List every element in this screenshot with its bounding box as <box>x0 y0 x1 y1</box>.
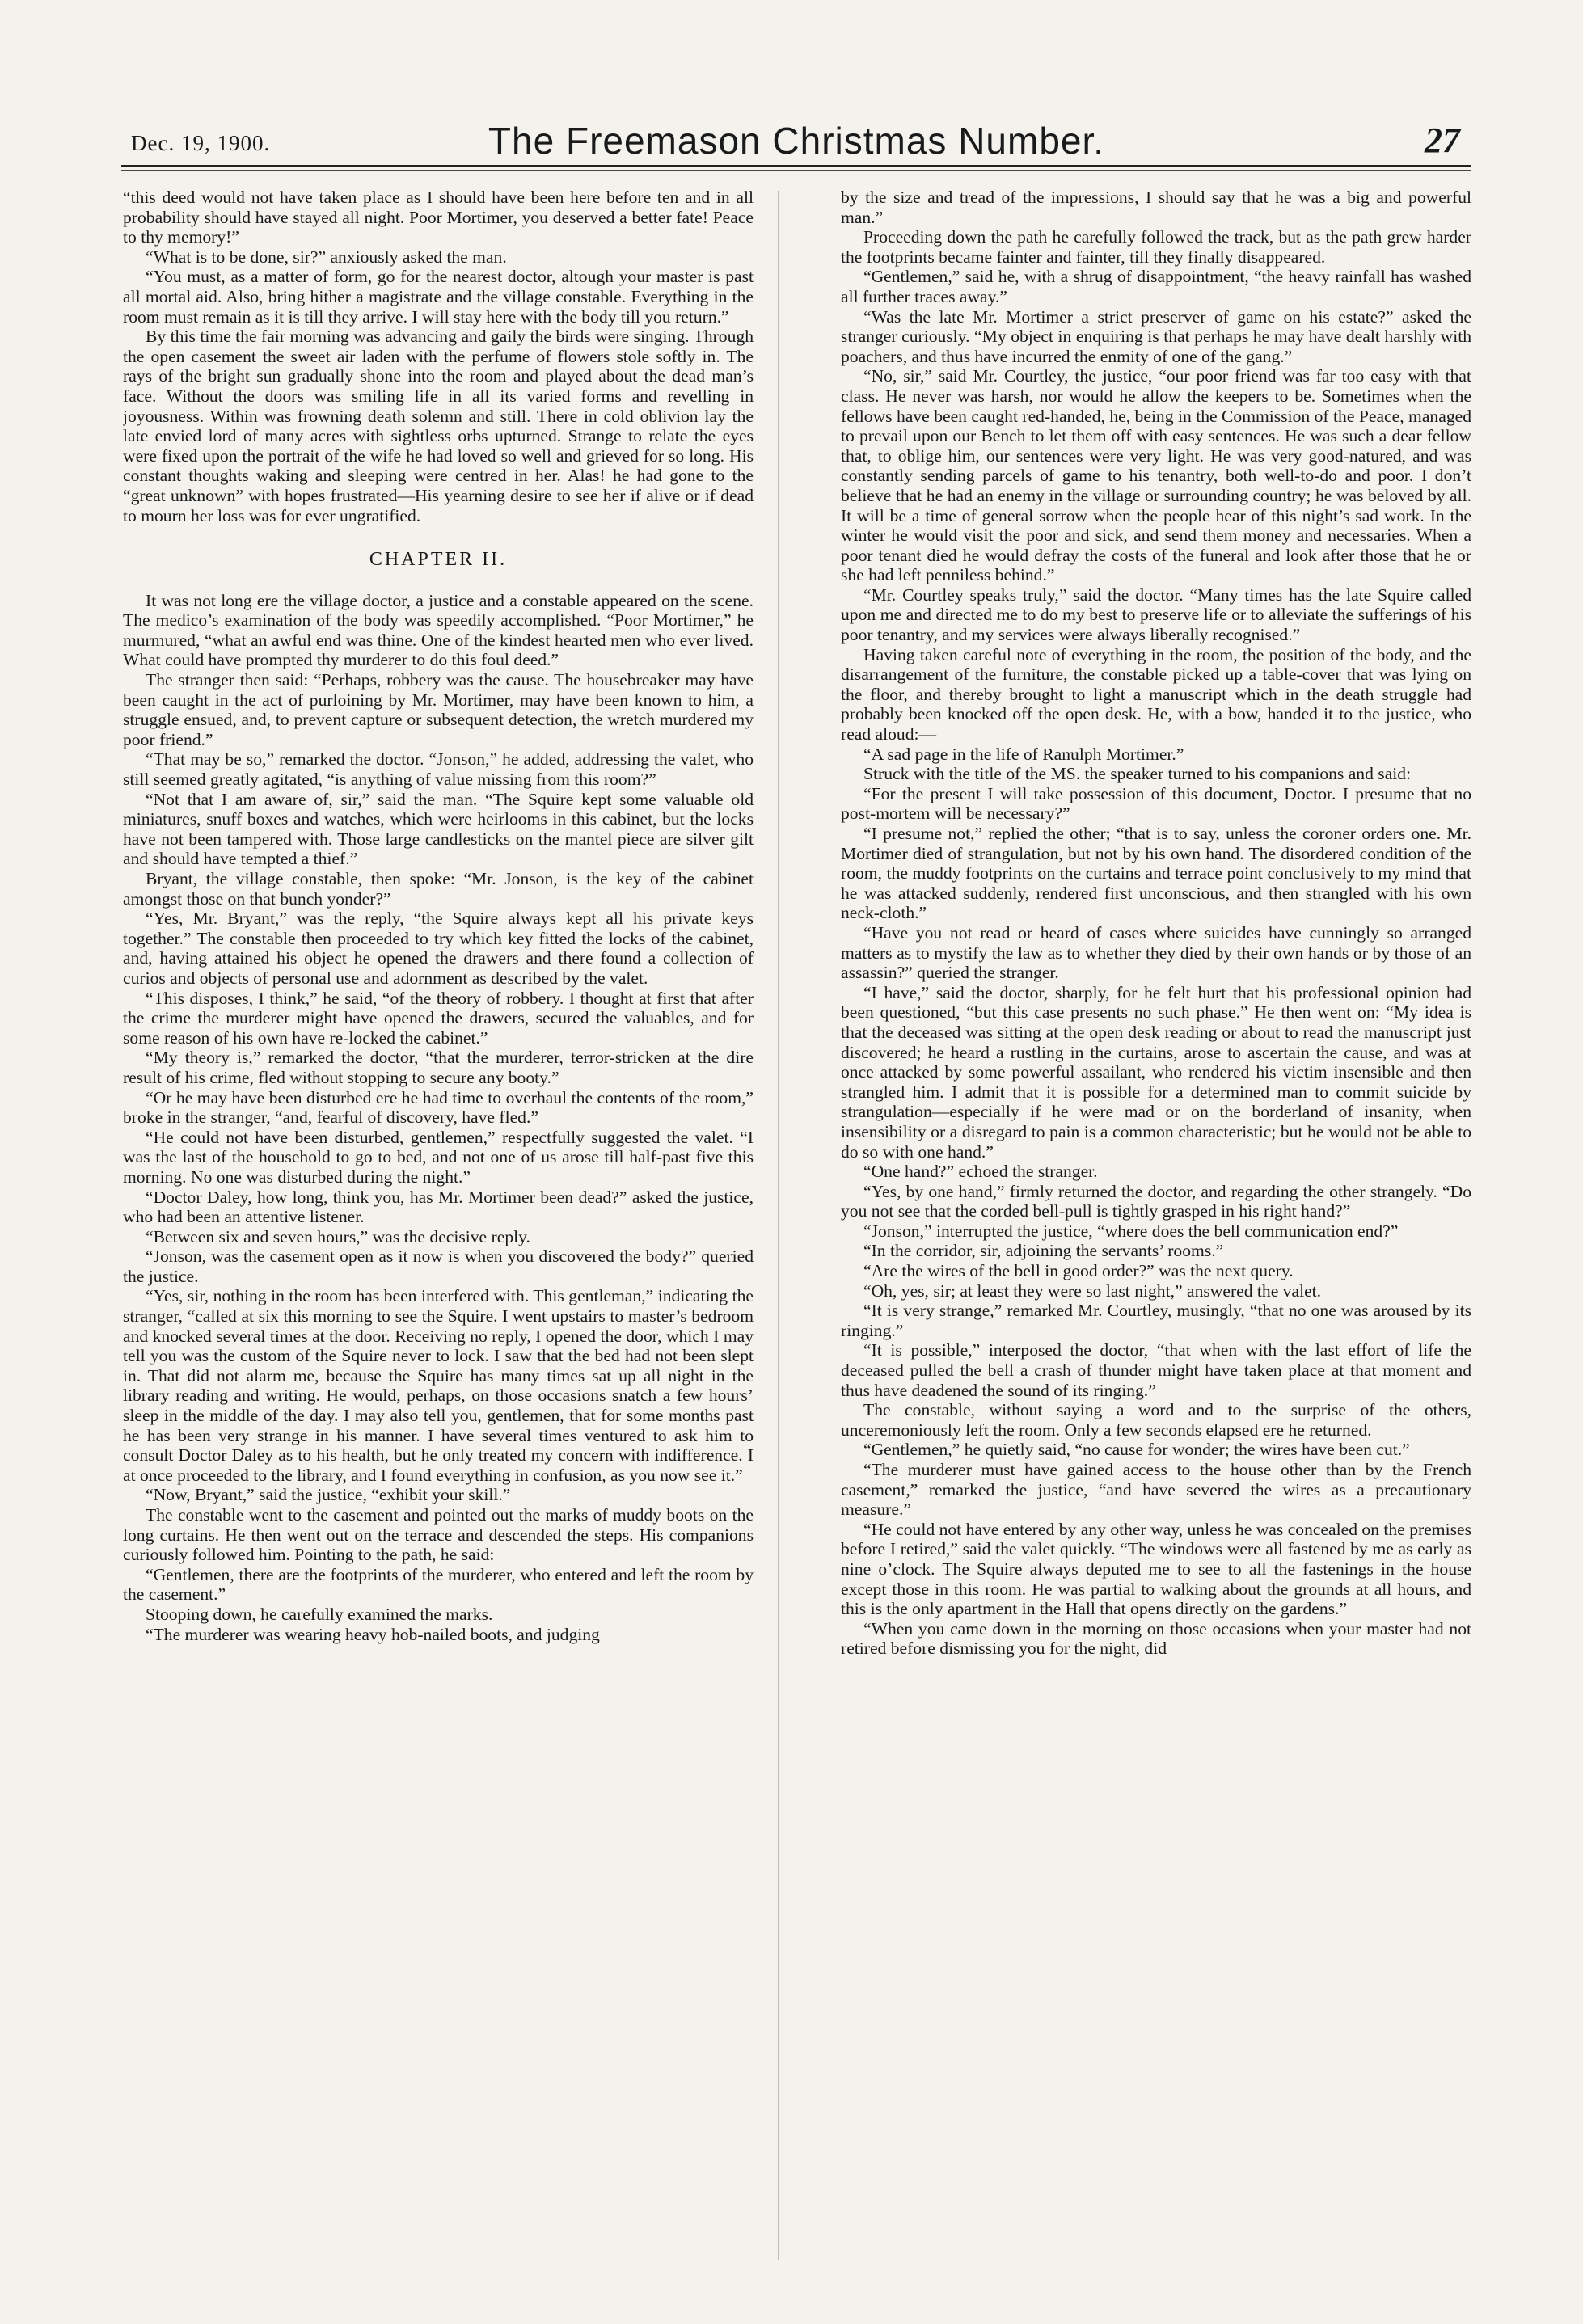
paragraph: “In the corridor, sir, adjoining the servants’ rooms.” <box>863 1241 1224 1261</box>
paragraph: “Yes, Mr. Bryant,” was the reply, “the Squire always kept all his private keys together.” The constable then proceeded to try which key fitted the locks of the cabinet, and, having attained his object he opened the drawers and there found a collection of curios and objects of personal use and adornment as described by the valet. <box>123 909 754 988</box>
paragraph: “What is to be done, sir?” anxiously asked the man. <box>146 247 507 267</box>
paragraph: by the size and tread of the impressions, I should say that he was a big and powerful man.” <box>841 188 1471 227</box>
paragraph: “It is possible,” interposed the doctor, “that when with the last effort of life the deceased pulled the bell a crash of thunder might have taken place at that moment and thus have deadened the sound of its ringing.” <box>841 1340 1471 1400</box>
paragraph: The constable, without saying a word and to the surprise of the others, unceremoniously left the room. Only a few seconds elapsed ere he returned. <box>841 1400 1471 1440</box>
publication-title: The Freemason Christmas Number. <box>488 120 1105 162</box>
paragraph: “Yes, by one hand,” firmly returned the doctor, and regarding the other strangely. “Do you not see that the corded bell-pull is tightly grasped in his right hand?” <box>841 1181 1471 1221</box>
paragraph: “Oh, yes, sir; at least they were so last night,” answered the valet. <box>863 1280 1322 1301</box>
issue-date: Dec. 19, 1900. <box>131 131 271 155</box>
paragraph: Struck with the title of the MS. the speaker turned to his companions and said: <box>863 764 1412 784</box>
paragraph: “Are the wires of the bell in good order?” was the next query. <box>863 1261 1294 1281</box>
paragraph: “Yes, sir, nothing in the room has been interfered with. This gentleman,” indicating the stranger, “called at six this morning to see the Squire. I went upstairs to master’s bedroom and knocked several times at the door. Receiving no reply, I opened the door, which I may tell you was the custom of the Squire never to lock. I saw that the bed had not been slept in. That did not alarm me, because the Squire has many times sat up all night in the library reading and writing. He would, perhaps, on those occasions snatch a few hours’ sleep in the middle of the day. I may also tell you, gentlemen, that for some months past he has been very strange in his manner. I have several times ventured to ask him to consult Doctor Daley as to his health, but he only treated my concern with indifference. I at once proceeded to the library, and I found everything in confusion, as you now see it.” <box>123 1286 754 1485</box>
paragraph: “A sad page in the life of Ranulph Mortimer.” <box>863 744 1184 764</box>
paragraph: “Not that I am aware of, sir,” said the man. “The Squire kept some valuable old miniatures, snuff boxes and watches, which were heirlooms in this cabinet, but the locks have not been tampered with. Those large candlesticks on the mantel piece are silver gilt and should have tempted a thief.” <box>123 789 754 869</box>
paragraph: “this deed would not have taken place as I should have been here before ten and in all probability should have stayed all night. Poor Mortimer, you deserved a better fate! Peace to thy memory!” <box>123 188 754 247</box>
paragraph: Bryant, the village constable, then spoke: “Mr. Jonson, is the key of the cabinet amongst those on that bunch yonder?” <box>123 869 754 909</box>
paragraph: “Mr. Courtley speaks truly,” said the doctor. “Many times has the late Squire called upon me and directed me to do my best to preserve life or to alleviate the sufferings of his poor tenantry, and my services were always liberally recognised.” <box>841 584 1471 645</box>
paragraph: “Was the late Mr. Mortimer a strict preserver of game on his estate?” asked the stranger curiously. “My object in enquiring is that perhaps he may have dealt harshly with poachers, and thus have incurred the enmity of one of the gang.” <box>841 306 1471 366</box>
chapter-heading: CHAPTER II. <box>369 549 508 571</box>
right-column <box>841 188 1471 2289</box>
paragraph: “Gentlemen,” said he, with a shrug of disappointment, “the heavy rainfall has washed all further traces away.” <box>841 267 1471 306</box>
paragraph: “Jonson,” interrupted the justice, “where does the bell communication end?” <box>863 1221 1399 1241</box>
paragraph: “Doctor Daley, how long, think you, has Mr. Mortimer been dead?” asked the justice, who had been an attentive listener. <box>123 1187 754 1227</box>
paragraph: “Jonson, was the casement open as it now is when you discovered the body?” queried the justice. <box>123 1246 754 1286</box>
header-rule <box>121 165 1471 167</box>
paragraph: “The murderer must have gained access to the house other than by the French casement,” remarked the justice, “and have severed the wires as a precautionary measure.” <box>841 1460 1471 1520</box>
paragraph: Having taken careful note of everything in the room, the position of the body, and the disarrangement of the furniture, the constable picked up a table-cover that was lying on the floor, and thereby brought to light a manuscript which in the death struggle had probably been knocked off the open desk. He, with a bow, handed it to the justice, who read aloud:— <box>841 644 1471 744</box>
paragraph: “Gentlemen,” he quietly said, “no cause for wonder; the wires have been cut.” <box>863 1440 1410 1460</box>
paragraph: “You must, as a matter of form, go for the nearest doctor, altough your master is past all mortal aid. Also, bring hither a magistrate and the village constable. Everything in the room must remain as it is till they arrive. I will stay here with the body till you return.” <box>123 267 754 327</box>
paragraph: Stooping down, he carefully examined the marks. <box>146 1604 493 1624</box>
paragraph: Proceeding down the path he carefully followed the track, but as the path grew harder the footprints became fainter and fainter, till they finally disappeared. <box>841 227 1471 267</box>
paragraph: “The murderer was wearing heavy hob-nailed boots, and judging <box>146 1624 600 1644</box>
paragraph: “Have you not read or heard of cases where suicides have cunningly so arranged matters as to mystify the law as to whether they died by their own hands or by those of an assassin?” queried the stranger. <box>841 922 1471 983</box>
right-text <box>841 188 1471 1659</box>
left-text-before-chapter <box>123 188 754 525</box>
paragraph: “One hand?” echoed the stranger. <box>863 1162 1098 1182</box>
paragraph: “For the present I will take possession of this document, Doctor. I presume that no post-mortem will be necessary?” <box>841 783 1471 824</box>
page-number: 27 <box>1425 120 1460 160</box>
paragraph: “Now, Bryant,” said the justice, “exhibit your skill.” <box>146 1485 511 1505</box>
paragraph: “Gentlemen, there are the footprints of the murderer, who entered and left the room by the casement.” <box>123 1564 754 1605</box>
page-header <box>121 120 1471 162</box>
paragraph: “Or he may have been disturbed ere he had time to overhaul the contents of the room,” broke in the stranger, “and, fearful of discovery, have fled.” <box>123 1087 754 1128</box>
paragraph: The stranger then said: “Perhaps, robbery was the cause. The housebreaker may have been caught in the act of purloining by Mr. Mortimer, may have been known to him, a struggle ensued, and, to prevent capture or subsequent detection, the wretch murdered my poor friend.” <box>123 670 754 749</box>
paragraph: “My theory is,” remarked the doctor, “that the murderer, terror-stricken at the dire result of his crime, fled without stopping to secure any booty.” <box>123 1048 754 1087</box>
paragraph: “When you came down in the morning on those occasions when your master had not retired before dismissing you for the night, did <box>841 1618 1471 1659</box>
paragraph: “No, sir,” said Mr. Courtley, the justice, “our poor friend was far too easy with that class. He never was harsh, nor would he allow the keepers to be. Sometimes when the fellows have been caught red-handed, he, being in the Commission of the Peace, managed to prevail upon our Bench to let them off with easy sentences. He was such a dear fellow that, to oblige him, our sentences were very light. He was very good-natured, and was constantly sending parcels of game to his tenantry, both well-to-do and poor. I don’t believe that he had an enemy in the village or surrounding country; he was beloved by all. It will be a time of general sorrow when the people hear of this night’s sad work. In the winter he would visit the poor and sick, and send them money and necessaries. When a poor tenant died he would defray the costs of the funeral and look after those that he or she had left penniless behind.” <box>841 366 1471 585</box>
paragraph: By this time the fair morning was advancing and gaily the birds were singing. Through the open casement the sweet air laden with the perfume of flowers stole softly in. The rays of the bright sun gradually shone into the room and played about the dead man’s face. Without the doors was smiling life in all its varied forms and revelling in joyousness. Within was frowning death solemn and still. There in cold oblivion lay the late envied lord of many acres with sightless orbs upturned. Strange to relate the eyes were fixed upon the portrait of the wife he had loved so well and grieved for so long. His constant thoughts waking and sleeping were centred in her. Alas! he had gone to the “great unknown” with hopes frustrated—His yearning desire to see her if alive or if dead to mourn her loss was for ever ungratified. <box>123 327 754 525</box>
paragraph: “He could not have entered by any other way, unless he was concealed on the premises before I retired,” said the valet quickly. “The windows were all fastened by me as early as nine o’clock. The Squire always deputed me to see to all the fastenings in the house except those in this room. He was partial to walking about the grounds at all hours, and this is the only apartment in the Hall that opens directly on the gardens.” <box>841 1519 1471 1619</box>
left-column <box>123 188 754 2289</box>
paragraph: “I presume not,” replied the other; “that is to say, unless the coroner orders one. Mr. Mortimer died of strangulation, but not by his own hand. The disordered condition of the room, the muddy footprints on the curtains and terrace point conclusively to my mind that he was attacked suddenly, rendered first unconscious, and then strangled with his own neck-cloth.” <box>841 824 1471 923</box>
paragraph: “He could not have been disturbed, gentlemen,” respectfully suggested the valet. “I was the last of the household to go to bed, and not one of us arose till half-past five this morning. No one was disturbed during the night.” <box>123 1127 754 1187</box>
paragraph: “Between six and seven hours,” was the decisive reply. <box>146 1226 530 1246</box>
column-divider <box>778 191 779 2260</box>
header-rule-thin <box>121 170 1471 171</box>
paragraph: “It is very strange,” remarked Mr. Courtley, musingly, “that no one was aroused by its ringing.” <box>841 1301 1471 1340</box>
paragraph: It was not long ere the village doctor, a justice and a constable appeared on the scene. The medico’s examination of the body was speedily accomplished. “Poor Mortimer,” he murmured, “what an awful end was thine. One of the kindest hearted men who ever lived. What could have prompted thy murderer to do this foul deed.” <box>123 590 754 670</box>
paragraph: “I have,” said the doctor, sharply, for he felt hurt that his professional opinion had been questioned, “but this case presents no such phase.” He then went on: “My idea is that the deceased was sitting at the open desk reading or about to read the manuscript just discovered; he heard a rustling in the curtains, arose to ascertain the cause, and was at once attacked by some powerful assailant, who rendered his victim insensible and then strangled him. I admit that it is possible for a determined man to commit suicide by strangulation—especially if he were mad or on the borderland of insanity, when insensibility or a disregard to pain is a common characteristic; but he would not be able to do so with one hand.” <box>841 982 1471 1162</box>
paragraph: “That may be so,” remarked the doctor. “Jonson,” he added, addressing the valet, who still seemed greatly agitated, “is anything of value missing from this room?” <box>123 749 754 790</box>
paragraph: The constable went to the casement and pointed out the marks of muddy boots on the long curtains. He then went out on the terrace and descended the steps. His companions curiously followed him. Pointing to the path, he said: <box>123 1505 754 1565</box>
left-text-after-chapter <box>123 591 754 1644</box>
paragraph: “This disposes, I think,” he said, “of the theory of robbery. I thought at first that after the crime the murderer might have opened the drawers, secured the valuables, and for some reason of his own have re-locked the cabinet.” <box>123 988 754 1048</box>
